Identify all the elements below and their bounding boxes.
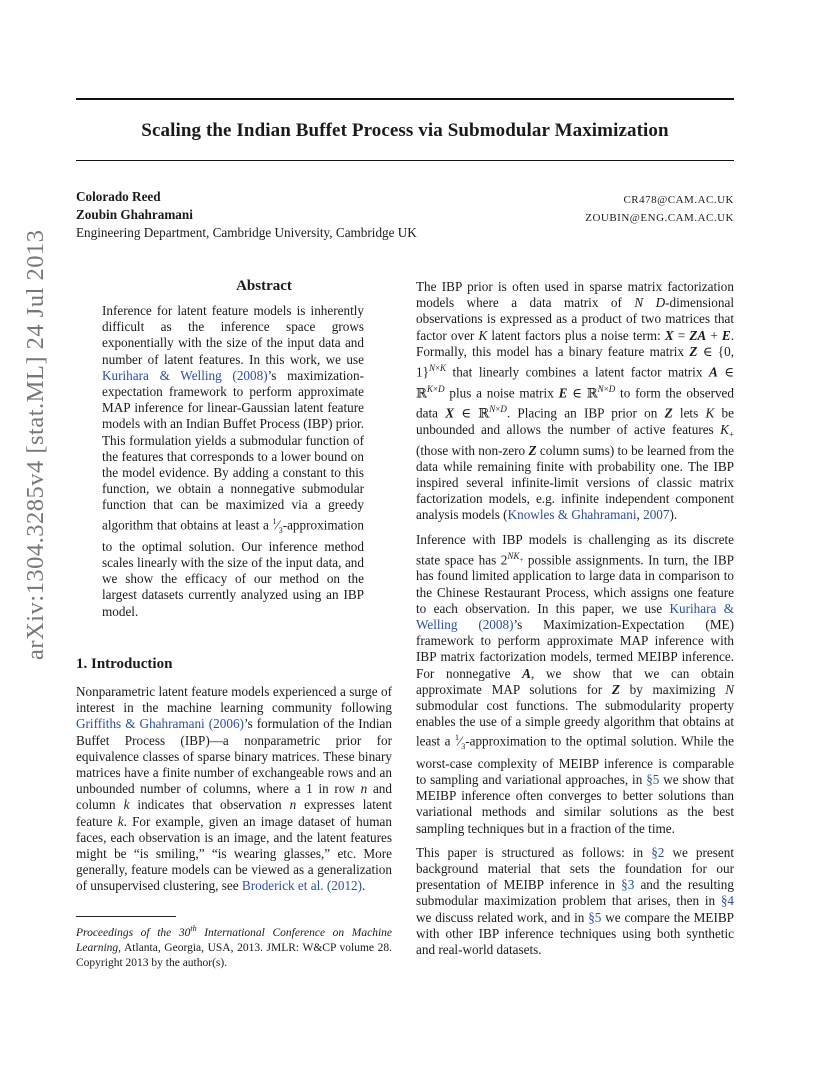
section-link[interactable]: §5 xyxy=(646,771,660,787)
author-list xyxy=(76,188,193,224)
footnote-rule xyxy=(76,916,176,917)
author-email[interactable]: CR478@CAM.AC.UK xyxy=(623,194,734,206)
section-link[interactable]: §5 xyxy=(588,909,602,925)
paragraph: Inference with IBP models is challenging as its discrete state space has $2^{NK_+}$ possible assignments. In turn, the IBP has found limited application to large data in comparison to the Chinese Restaurant Process, which assigns one feature to each observation. In this paper, we use Kurihara & Welling (2008)’s Maximization-Expectation (ME) framework to perform approximate MAP inference with IBP matrix factorization models, termed MEIBP inference. For nonnegative A, we show that we can obtain approximate MAP solutions for Z by maximizing N submodular cost functions. The submodularity property enables the use of a simple greedy algorithm that obtains at least a $^1⁄_3$-approximation to the optimal solution. While the worst-case complexity of MEIBP inference is comparable to sampling and variational approaches, in §5 we show that MEIBP inference often converges to better solutions than variational methods and similar solutions as the best sampling techniques but in a fraction of the time. xyxy=(416,531,735,836)
abstract-heading: Abstract xyxy=(236,278,292,294)
citation-link[interactable]: Griffiths & Ghahramani (2006) xyxy=(76,716,244,732)
citation-link[interactable]: Broderick et al. (2012) xyxy=(241,878,363,894)
citation-link[interactable]: Kurihara & Welling (2008) xyxy=(416,600,734,633)
citation-link[interactable]: Kurihara & Welling (2008) xyxy=(102,367,268,383)
citation-link[interactable]: 2007 xyxy=(643,507,670,523)
author-name: Colorado Reed xyxy=(76,189,161,204)
footnote: Proceedings of the 30th International Conference on Machine Learning, Atlanta, Georgia, USA, 2013. JMLR: W&CP volume 28. Copyright 2013 by the author(s). xyxy=(76,924,392,969)
section-link[interactable]: §2 xyxy=(651,844,665,860)
right-column xyxy=(416,279,734,958)
abstract-text: Inference for latent feature models is inherently difficult as the inference space grows exponentially with the size of the input data and number of latent features. In this work, we use Kurihara & Welling (2008)’s maximization-expectation framework to perform approximate MAP inference for linear-Gaussian latent feature models with an Indian Buffet Process (IBP) prior. This formulation yields a submodular function of the features that corresponds to a lower bound on the model evidence. By adding a constant to this function, we obtain a nonnegative submodular function that can be maximized via a greedy algorithm that obtains at least a $^1⁄_3$-approximation to the optimal solution. Our inference method scales linearly with the size of the input data, and we show the efficacy of our method on the largest datasets currently analyzed using an IBP model. xyxy=(102,303,365,619)
section-link[interactable]: §3 xyxy=(621,877,635,893)
intro-body xyxy=(76,684,392,895)
abstract-body xyxy=(102,303,364,620)
title-bottom-rule xyxy=(76,160,734,161)
intro-text: Nonparametric latent feature models experienced a surge of interest in the machine learning community following Griffiths & Ghahramani (2006)’s formulation of the Indian Buffet Process (IBP)—a nonparametric prior for equivalence classes of sparse binary matrices. These binary matrices have a finite number of exchangeable rows and an unbounded number of columns, where a 1 in row n and column k indicates that observation n expresses latent feature k. For example, given an image dataset of human faces, each observation is an image, and the latent features might be “is smiling,” “is wearing glasses,” etc. More generally, feature models can be viewed as a generalization of unsupervised clustering, see Broderick et al. (2012). xyxy=(76,684,392,894)
citation-link[interactable]: Knowles & Ghahramani xyxy=(507,507,637,523)
section-link[interactable]: §4 xyxy=(720,893,734,909)
author-name: Zoubin Ghahramani xyxy=(76,207,193,222)
paragraph: This paper is structured as follows: in §2 we present background material that sets the foundation for our presentation of MEIBP inference in §3 and the resulting submodular maximization problem that arises, then in §4 we discuss related work, and in §5 we compare the MEIBP with other IBP inference techniques using both synthetic and real-world datasets. xyxy=(416,844,734,957)
section-heading: 1. Introduction xyxy=(76,656,173,672)
author-email[interactable]: ZOUBIN@ENG.CAM.AC.UK xyxy=(585,212,734,224)
affiliation: Engineering Department, Cambridge University, Cambridge UK xyxy=(76,225,417,240)
paragraph: The IBP prior is often used in sparse matrix factorization models where a data matrix of N D-dimensional observations is expressed as a product of two matrices that factor over K latent factors plus a noise term: X = ZA + E. Formally, this model has a binary feature matrix Z ∈ {0, 1}$^{N\times K}$ that linearly combines a latent factor matrix A ∈ ℝ$^{K\times D}$ plus a noise matrix E ∈ ℝ$^{N\times D}$ to form the observed data X ∈ ℝ$^{N\times D}$. Placing an IBP prior on Z lets K be unbounded and allows the number of active features $K_+$ (those with non-zero Z column sums) to be learned from the data while remaining finite with probability one. The IBP inspired several infinite-limit versions of classic matrix factorization models, e.g. infinite independent component analysis models (Knowles & Ghahramani, 2007). xyxy=(416,279,735,523)
author-emails xyxy=(585,191,734,227)
arxiv-identifier: arXiv:1304.3285v4 [stat.ML] 24 Jul 2013 xyxy=(22,229,49,660)
top-rule xyxy=(76,98,734,100)
paper-title: Scaling the Indian Buffet Process via Submodular Maximization xyxy=(141,120,669,141)
